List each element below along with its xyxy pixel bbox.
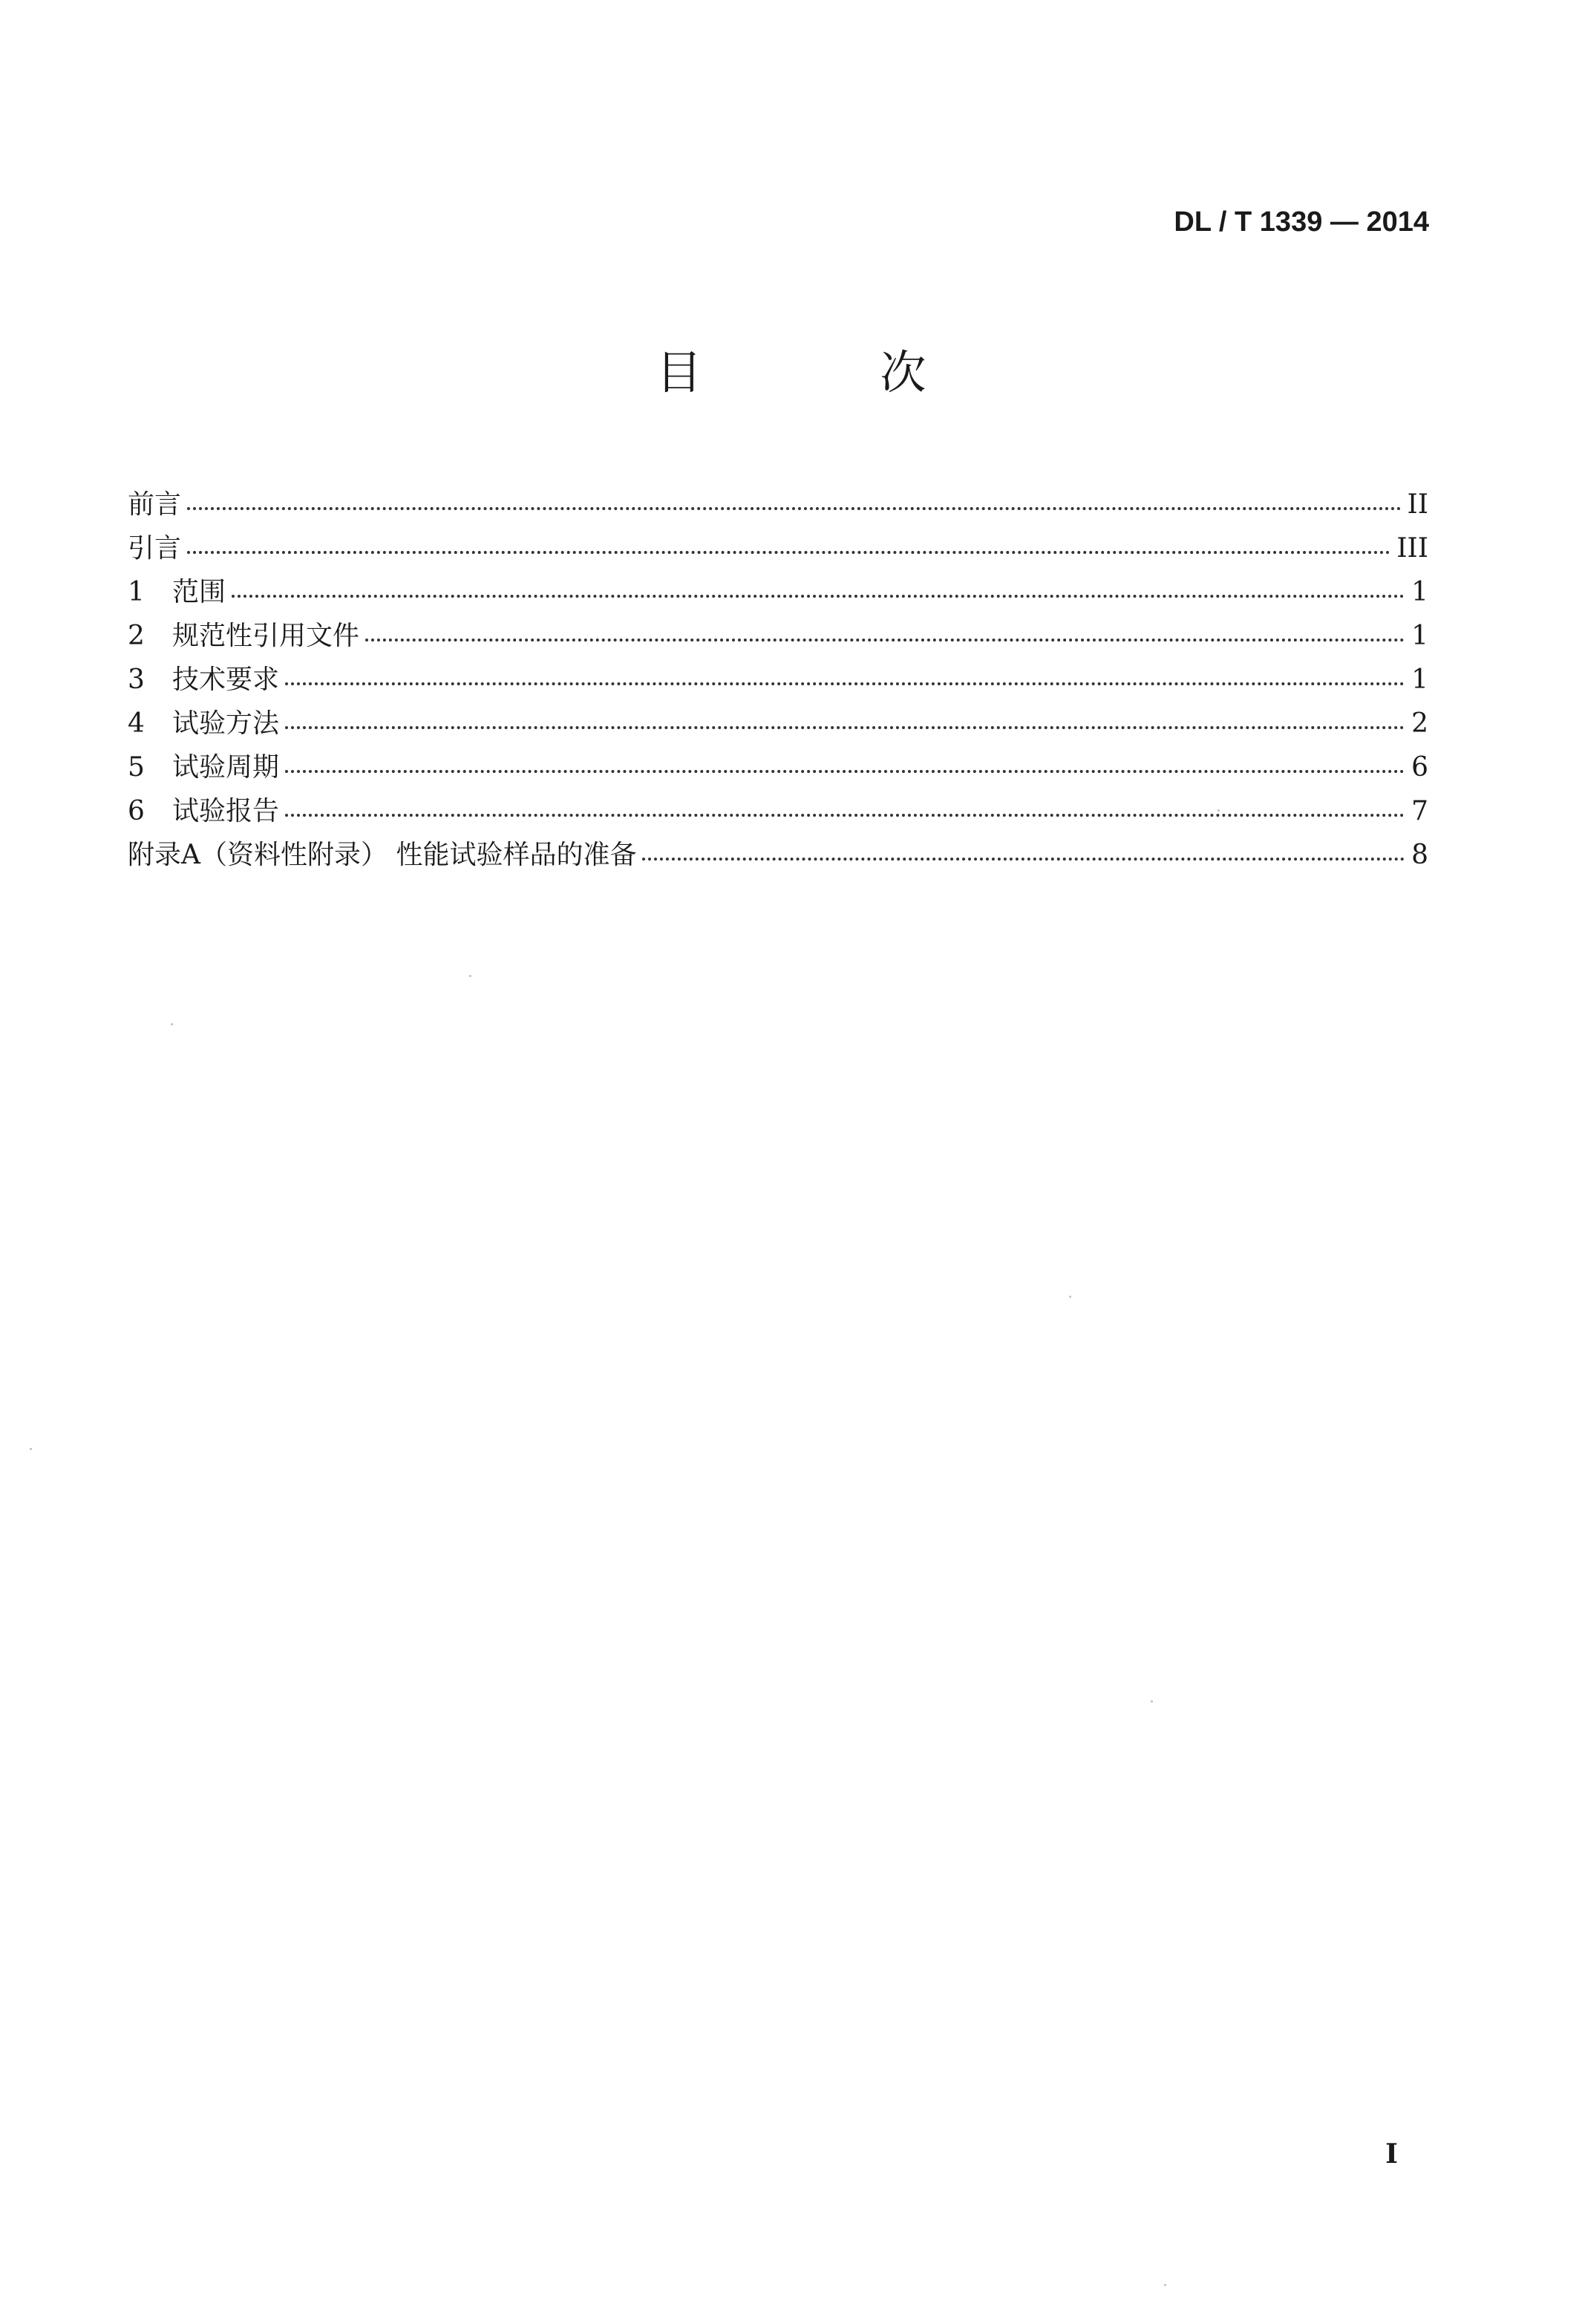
toc-entry-number: 4 bbox=[128, 708, 145, 739]
toc-leader-dots bbox=[285, 770, 1405, 773]
toc-entry-title: 技术要求 bbox=[172, 665, 280, 695]
toc-entry-title: 前言 bbox=[128, 489, 182, 520]
toc-entry-scope[interactable] bbox=[128, 570, 1428, 614]
toc-entry-number: 1 bbox=[128, 577, 145, 607]
scan-speck bbox=[30, 1448, 32, 1450]
standard-code: DL / T 1339 — 2014 bbox=[1174, 206, 1429, 238]
toc-entry-title: 范围 bbox=[172, 577, 226, 607]
toc-leader-dots bbox=[285, 682, 1405, 685]
toc-leader-dots bbox=[642, 858, 1405, 861]
toc-entry-page: 6 bbox=[1411, 752, 1428, 783]
toc-entry-page: 2 bbox=[1411, 708, 1428, 739]
toc-leader-dots bbox=[365, 639, 1405, 642]
toc-entry-title: 规范性引用文件 bbox=[172, 621, 360, 651]
toc-entry-number: 2 bbox=[128, 621, 145, 651]
toc-entry-page: 8 bbox=[1411, 840, 1428, 870]
toc-entry-test-methods[interactable] bbox=[128, 702, 1428, 745]
toc-leader-dots bbox=[285, 814, 1405, 817]
toc-entry-page: 7 bbox=[1411, 796, 1428, 826]
toc-entry-title: 附录A（资料性附录） 性能试验样品的准备 bbox=[128, 840, 637, 870]
toc-entry-number: 6 bbox=[128, 796, 145, 826]
toc-entry-title: 试验报告 bbox=[172, 796, 280, 826]
table-of-contents bbox=[128, 483, 1428, 877]
toc-entry-page: III bbox=[1396, 533, 1428, 564]
toc-entry-test-report[interactable] bbox=[128, 789, 1428, 833]
toc-entry-page: 1 bbox=[1411, 577, 1428, 607]
page-number: I bbox=[1385, 2138, 1398, 2170]
scan-speck bbox=[469, 975, 471, 977]
toc-title: 目 次 bbox=[656, 345, 1008, 399]
toc-entry-title: 试验方法 bbox=[172, 708, 280, 739]
toc-entry-test-cycle[interactable] bbox=[128, 745, 1428, 789]
toc-leader-dots bbox=[285, 726, 1405, 729]
scan-speck bbox=[1164, 2284, 1166, 2286]
toc-entry-page: 1 bbox=[1411, 665, 1428, 695]
toc-entry-foreword[interactable] bbox=[128, 483, 1428, 526]
toc-entry-technical-requirements[interactable] bbox=[128, 658, 1428, 702]
scan-speck bbox=[1151, 1700, 1153, 1703]
scan-speck bbox=[1069, 1296, 1071, 1298]
toc-entry-page: 1 bbox=[1411, 621, 1428, 651]
toc-entry-introduction[interactable] bbox=[128, 526, 1428, 570]
toc-entry-normative-references[interactable] bbox=[128, 614, 1428, 658]
toc-entry-page: II bbox=[1407, 489, 1428, 520]
toc-entry-appendix-a[interactable] bbox=[128, 833, 1428, 877]
toc-entry-number: 5 bbox=[128, 752, 145, 783]
toc-leader-dots bbox=[187, 551, 1390, 554]
scan-speck bbox=[171, 1023, 173, 1025]
toc-entry-title: 试验周期 bbox=[172, 752, 280, 783]
toc-leader-dots bbox=[232, 595, 1405, 598]
toc-entry-number: 3 bbox=[128, 665, 145, 695]
toc-leader-dots bbox=[187, 507, 1402, 510]
scan-speck bbox=[1217, 809, 1220, 812]
toc-entry-title: 引言 bbox=[128, 533, 182, 564]
